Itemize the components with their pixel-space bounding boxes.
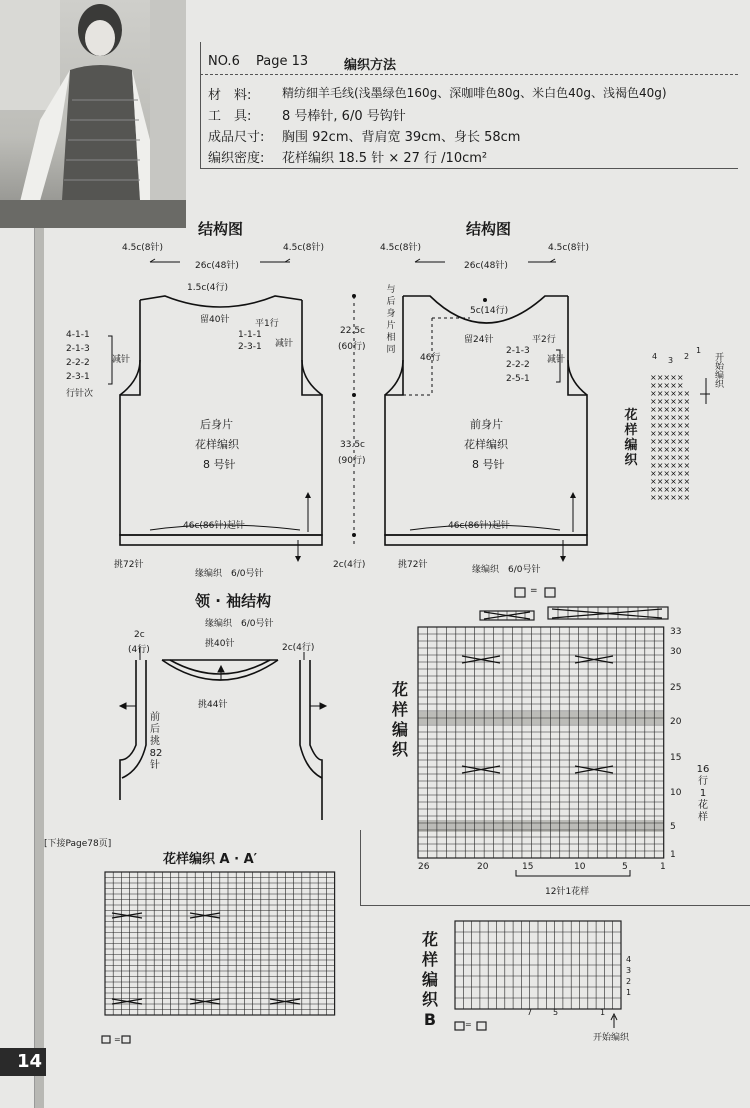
material-text: 精纺细羊毛线(浅墨绿色160g、深咖啡色80g、米白色40g、浅褐色40g): [282, 86, 667, 100]
continued-note: [下接Page78页]: [44, 839, 112, 849]
svg-text:××××××: ××××××: [650, 445, 691, 454]
svg-text:××××××: ××××××: [650, 469, 691, 478]
svg-text:××××××: ××××××: [650, 397, 691, 406]
chart-b-label-1: 样: [421, 950, 438, 969]
main-row-33: 33: [670, 627, 682, 637]
svg-text:××××××: ××××××: [650, 413, 691, 422]
main-label-2: 编: [391, 720, 408, 739]
main-row-10: 10: [670, 788, 682, 798]
back-arm-4: 2-3-1: [66, 372, 90, 382]
back-pickup: 挑72针: [114, 560, 144, 570]
same-1: 后: [386, 297, 396, 307]
chart-b-row-1: 1: [626, 988, 632, 997]
rows-3: 花: [698, 800, 708, 811]
gauge-text: 花样编织 18.5 针 × 27 行 /10cm²: [282, 151, 488, 166]
side-2: 挑: [150, 736, 160, 747]
crochet-label-3: 织: [624, 453, 638, 468]
page-number: 14: [0, 1048, 46, 1076]
chart-b-row-3: 3: [626, 966, 632, 975]
chart-b-grid-lines: [455, 921, 621, 1009]
main-col-1: 1: [660, 862, 666, 872]
size-label: 成品尺寸:: [208, 130, 265, 145]
front-dec-1: 2-1-3: [506, 346, 530, 356]
front-dec-3: 2-5-1: [506, 374, 530, 384]
back-dec-2: 2-3-1: [238, 342, 262, 352]
back-cast-on: 46c(86针)起针: [183, 521, 245, 531]
front-shoulder-left: 4.5c(8针): [380, 243, 422, 253]
pattern-number: NO.6: [208, 54, 240, 69]
chart-b-legend-box1: [455, 1022, 464, 1030]
crochet-row-2: 2: [684, 352, 690, 361]
rows-4: 样: [698, 812, 708, 823]
main-row-25: 25: [670, 683, 682, 693]
chart-b-col-7: 7: [527, 1008, 533, 1017]
back-neck-depth: 1.5c(4行): [187, 283, 229, 293]
front-pickup: 挑72针: [398, 560, 428, 570]
armhole-height: 22.5c: [340, 326, 365, 336]
front-neck-rows: 46行: [420, 353, 441, 363]
svg-text:××××××: ××××××: [650, 389, 691, 398]
back-arm-dec: 减针: [112, 355, 131, 365]
same-0: 与: [386, 285, 396, 295]
main-row-5: 5: [670, 822, 676, 832]
side-4: 针: [150, 760, 160, 771]
main-legend-eq: =: [530, 586, 538, 596]
collar-left-rows: (4行): [128, 645, 150, 655]
front-edge: 缘编织 6/0号针: [472, 565, 541, 575]
front-flat-row: 平2行: [532, 335, 556, 345]
same-3: 片: [386, 321, 396, 331]
chart-b-label-4: B: [423, 1010, 437, 1029]
chart-b-row-4: 4: [626, 955, 632, 964]
back-arm-unit: 行针次: [66, 389, 94, 399]
crochet-label-0: 花: [624, 408, 638, 423]
crochet-row-3: 3: [668, 356, 674, 365]
crochet-label-1: 样: [624, 423, 638, 438]
armhole-rows: (60行): [338, 342, 366, 352]
chart-b-label-0: 花: [421, 930, 438, 949]
back-arm-1: 4-1-1: [66, 330, 90, 340]
page-ref: Page 13: [256, 54, 309, 69]
svg-text:××××××: ××××××: [650, 461, 691, 470]
back-piece-name: 后身片: [200, 418, 233, 431]
chart-a-title: 花样编织 A · A′: [163, 852, 258, 867]
chart-b-start-arrow: [611, 1014, 617, 1028]
side-1: 后: [150, 724, 160, 735]
back-neck-bind: 留40针: [200, 315, 230, 325]
crochet-row-4: 4: [652, 352, 658, 361]
main-col-26: 26: [418, 862, 430, 872]
front-neck-depth: 5c(14行): [470, 306, 509, 316]
svg-text:×××××: ×××××: [650, 381, 684, 390]
front-pattern: 花样编织: [464, 438, 508, 451]
back-structure-title: 结构图: [198, 220, 244, 238]
front-neck-width: 26c(48针): [464, 261, 508, 271]
main-row-20: 20: [670, 717, 682, 727]
main-label-1: 样: [391, 700, 408, 719]
back-needle: 8 号针: [203, 458, 236, 471]
back-pattern: 花样编织: [195, 438, 239, 451]
back-edge: 缘编织 6/0号针: [195, 569, 264, 579]
main-label-0: 花: [391, 680, 408, 699]
same-4: 相: [386, 333, 396, 343]
chart-b-col-5: 5: [553, 1008, 559, 1017]
front-dec-label: 减针: [547, 355, 566, 365]
svg-text:×××××: ×××××: [650, 373, 684, 382]
svg-text:××××××: ××××××: [650, 485, 691, 494]
svg-text:××××××: ××××××: [650, 453, 691, 462]
back-dec-label: 减针: [275, 339, 294, 349]
method-title: 编织方法: [344, 58, 397, 73]
main-col-15: 15: [522, 862, 534, 872]
main-row-30: 30: [670, 647, 682, 657]
chart-b-start: 开始编织: [593, 1033, 630, 1043]
front-cast-on: 46c(86针)起针: [448, 521, 510, 531]
section-divider-vertical: [360, 830, 361, 905]
main-col-5: 5: [622, 862, 628, 872]
main-col-20: 20: [477, 862, 489, 872]
chart-b-col-1: 1: [600, 1008, 606, 1017]
collar-pick40: 挑40针: [205, 639, 235, 649]
crochet-label-2: 编: [624, 438, 638, 453]
collar-pick44: 挑44针: [198, 700, 228, 710]
main-col-10: 10: [574, 862, 586, 872]
main-label-3: 织: [391, 740, 408, 759]
back-neck-width: 26c(48针): [195, 261, 239, 271]
front-needle: 8 号针: [472, 458, 505, 471]
back-shoulder-right: 4.5c(8针): [283, 243, 325, 253]
tools-label: 工 具:: [208, 109, 252, 124]
rows-1: 行: [698, 776, 708, 787]
front-neck-bind: 留24针: [464, 335, 494, 345]
material-label: 材 料:: [208, 88, 252, 103]
chart-b-label-3: 织: [421, 990, 438, 1009]
rows-2: 1: [699, 788, 707, 799]
side-3: 82: [149, 748, 163, 759]
chart-b-legend: =: [465, 1020, 472, 1029]
chart-b-legend-box2: [477, 1022, 486, 1030]
same-5: 同: [386, 345, 396, 355]
front-piece-name: 前身片: [470, 418, 503, 431]
svg-text:××××××: ××××××: [650, 477, 691, 486]
collar-left-h: 2c: [134, 630, 145, 640]
svg-text:××××××: ××××××: [650, 429, 691, 438]
back-arm-2: 2-1-3: [66, 344, 90, 354]
front-structure-title: 结构图: [466, 220, 512, 238]
side-0: 前: [150, 712, 160, 723]
tools-text: 8 号棒针, 6/0 号钩针: [282, 109, 406, 124]
chart-a-legend: =: [114, 1035, 121, 1044]
collar-edge: 缘编织 6/0号针: [205, 619, 274, 629]
svg-text:××××××: ××××××: [650, 405, 691, 414]
svg-text:××××××: ××××××: [650, 421, 691, 430]
front-shoulder-right: 4.5c(8针): [548, 243, 590, 253]
body-rows: (90行): [338, 456, 366, 466]
rows-0: 16: [696, 764, 710, 775]
svg-text:××××××: ××××××: [650, 437, 691, 446]
body-height: 33.5c: [340, 440, 365, 450]
chart-b-label-2: 编: [421, 970, 438, 989]
front-dec-2: 2-2-2: [506, 360, 530, 370]
back-dec-1: 1-1-1: [238, 330, 262, 340]
same-2: 身: [386, 309, 396, 319]
edge-height: 2c(4行): [333, 560, 366, 570]
back-flat-row: 平1行: [255, 319, 279, 329]
crochet-start: 开始编织: [713, 352, 723, 388]
gauge-label: 编织密度:: [208, 151, 265, 166]
main-row-15: 15: [670, 753, 682, 763]
back-arm-3: 2-2-2: [66, 358, 90, 368]
main-repeat: 12针1花样: [545, 887, 590, 897]
chart-b-row-2: 2: [626, 977, 632, 986]
size-text: 胸围 92cm、背肩宽 39cm、身长 58cm: [282, 130, 521, 145]
section-divider: [360, 905, 750, 906]
collar-right-h: 2c(4行): [282, 643, 315, 653]
collar-title: 领 · 袖结构: [195, 592, 272, 610]
back-shoulder-left: 4.5c(8针): [122, 243, 164, 253]
main-row-1: 1: [670, 850, 676, 860]
crochet-row-1: 1: [696, 346, 702, 355]
svg-text:××××××: ××××××: [650, 493, 691, 502]
